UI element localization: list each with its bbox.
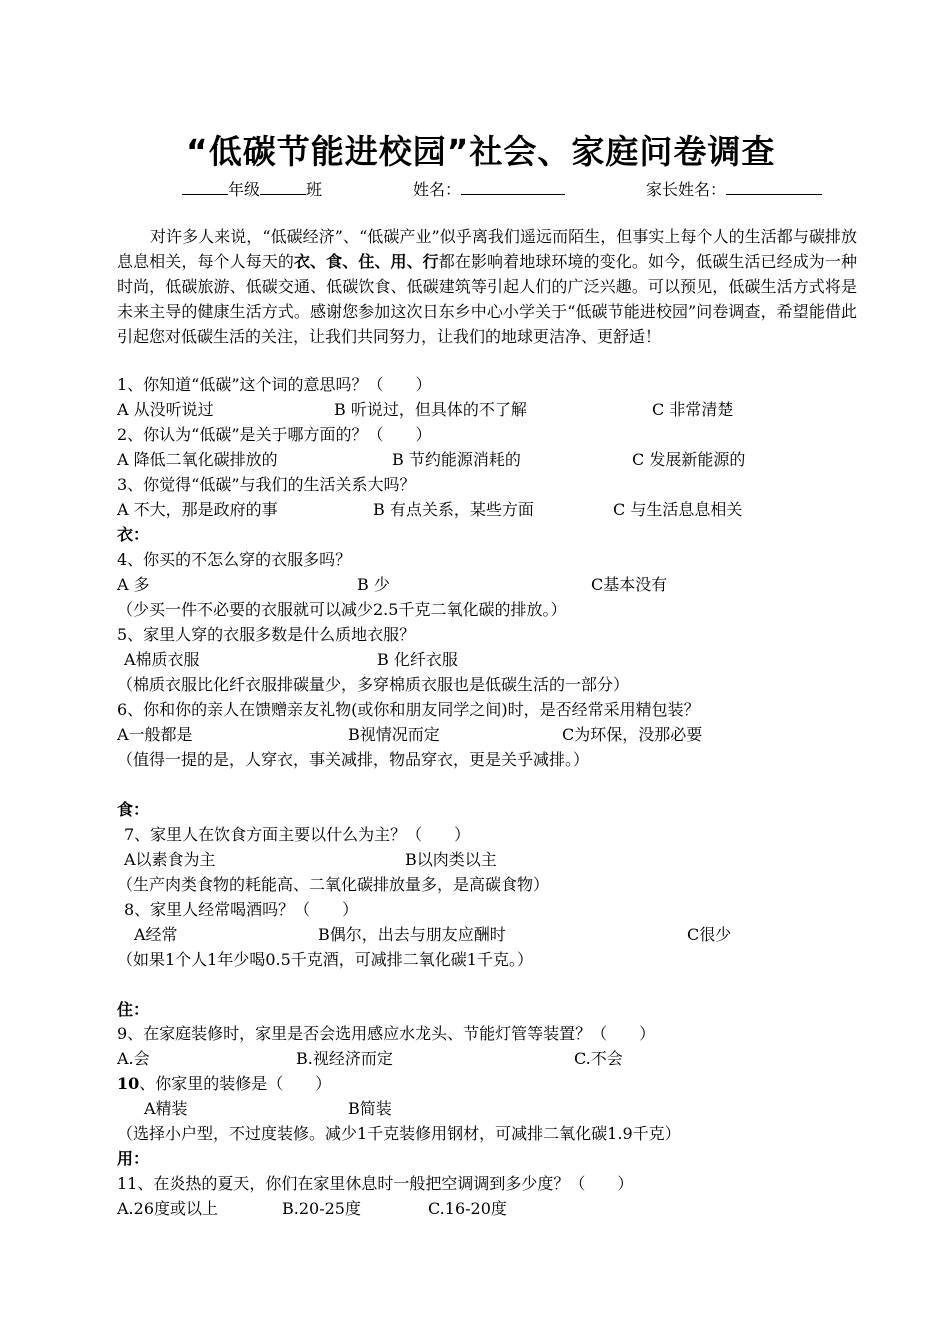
page-title: “低碳节能进校园”社会、家庭问卷调查 [186,132,776,171]
grade-blank[interactable] [182,179,228,195]
q3-option-a[interactable]: A 不大，那是政府的事 [117,500,278,519]
grade-class-field [182,177,322,200]
q5-option-b[interactable]: B 化纤衣服 [377,650,458,669]
q6-option-c[interactable]: C为环保，没那必要 [562,725,703,744]
intro-bold-words: 衣、食、住、用、行 [293,252,439,271]
intro-paragraph [117,224,857,349]
q4-note: （少买一件不必要的衣服就可以减少2.5千克二氧化碳的排放。） [117,600,567,619]
question-11: 11、在炎热的夏天，你们在家里休息时一般把空调调到多少度？（ ） [117,1174,634,1193]
question-6: 6、你和你的亲人在馈赠亲友礼物(或你和朋友同学之间)时，是否经常采用精包装？ [117,700,700,719]
q2-option-c[interactable]: C 发展新能源的 [632,450,746,469]
class-blank[interactable] [260,179,306,195]
parent-name-blank[interactable] [726,179,822,195]
q5-option-a[interactable]: A棉质衣服 [124,650,200,669]
q1-option-c[interactable]: C 非常清楚 [652,400,734,419]
q8-option-c[interactable]: C很少 [687,925,732,944]
question-9: 9、在家庭装修时，家里是否会选用感应水龙头、节能灯管等装置？（ ） [117,1024,656,1043]
question-1: 1、你知道“低碳”这个词的意思吗？（ ） [117,375,432,394]
student-name-field [413,177,565,200]
question-7: 7、家里人在饮食方面主要以什么为主？（ ） [124,825,471,844]
q7-option-a[interactable]: A以素食为主 [124,850,216,869]
q8-note: （如果1个人1年少喝0.5千克酒，可减排二氧化碳1千克。） [117,950,533,969]
question-2: 2、你认为“低碳”是关于哪方面的？（ ） [117,425,432,444]
q1-option-a[interactable]: A 从没听说过 [117,400,214,419]
name-label: 姓名： [413,180,462,199]
q11-option-a[interactable]: A.26度或以上 [117,1199,219,1218]
q9-option-a[interactable]: A.会 [117,1049,150,1068]
section-clothing: 衣： [117,525,150,544]
question-10 [117,1071,331,1096]
q4-option-a[interactable]: A 多 [117,575,150,594]
parent-name-field [646,177,822,200]
q1-option-b[interactable]: B 听说过，但具体的不了解 [334,400,527,419]
question-3: 3、你觉得“低碳”与我们的生活关系大吗？ [117,475,416,494]
q2-option-b[interactable]: B 节约能源消耗的 [392,450,521,469]
q5-note: （棉质衣服比化纤衣服排碳量少，多穿棉质衣服也是低碳生活的一部分） [117,675,630,694]
intro-text-1: 对许多人来说，“低碳经济”、“低碳产业”似乎离我们遥远而陌生，但事实上每个人的生活都与碳排放息息相关，每个人每天的 [117,227,857,271]
section-food: 食： [117,800,150,819]
q11-option-b[interactable]: B.20-25度 [282,1199,361,1218]
q3-option-c[interactable]: C 与生活息息相关 [613,500,743,519]
section-housing: 住： [117,1000,150,1019]
q7-option-b[interactable]: B以肉类以主 [405,850,497,869]
parent-name-label: 家长姓名： [646,180,727,199]
grade-label: 年级 [228,180,261,199]
q9-option-b[interactable]: B.视经济而定 [296,1049,393,1068]
question-4: 4、你买的不怎么穿的衣服多吗？ [117,550,352,569]
q7-note: （生产肉类食物的耗能高、二氧化碳排放量多，是高碳食物） [117,875,550,894]
question-10-text: 、你家里的装修是（ ） [139,1074,332,1093]
intro-text-2: 都在影响着地球环境的变化。如今，低碳生活已经成为一种时尚，低碳旅游、低碳交通、低碳饮食、低碳建筑等引起人们的广泛兴趣。可以预见，低碳生活方式将是未来主导的健康生活方式。感谢您参加这次日东乡中心小学关于“低碳节能进校园”问卷调查，希望能借此引起您对低碳生活的关注，让我们共同努力，让我们的地球更洁净、更舒适！ [117,252,857,346]
name-blank[interactable] [461,179,565,195]
q8-option-b[interactable]: B偶尔，出去与朋友应酬时 [318,925,506,944]
q4-option-c[interactable]: C基本没有 [591,575,668,594]
q4-option-b[interactable]: B 少 [357,575,390,594]
question-5: 5、家里人穿的衣服多数是什么质地衣服？ [117,625,416,644]
q11-option-c[interactable]: C.16-20度 [428,1199,507,1218]
q6-note: （值得一提的是，人穿衣，事关减排，物品穿衣，更是关乎减排。） [117,750,590,769]
q10-option-a[interactable]: A精装 [144,1099,188,1118]
question-10-number: 10 [117,1074,140,1093]
q9-option-c[interactable]: C.不会 [574,1049,623,1068]
q8-option-a[interactable]: A经常 [134,925,178,944]
q2-option-a[interactable]: A 降低二氧化碳排放的 [117,450,278,469]
q3-option-b[interactable]: B 有点关系，某些方面 [373,500,534,519]
q6-option-b[interactable]: B视情况而定 [348,725,440,744]
section-use: 用： [117,1149,150,1168]
q10-option-b[interactable]: B简装 [348,1099,392,1118]
q10-note: （选择小户型，不过度装修。减少1千克装修用钢材，可减排二氧化碳1.9千克） [117,1124,681,1143]
class-label: 班 [306,180,323,199]
q6-option-a[interactable]: A一般都是 [117,725,193,744]
question-8: 8、家里人经常喝酒吗？（ ） [124,900,359,919]
